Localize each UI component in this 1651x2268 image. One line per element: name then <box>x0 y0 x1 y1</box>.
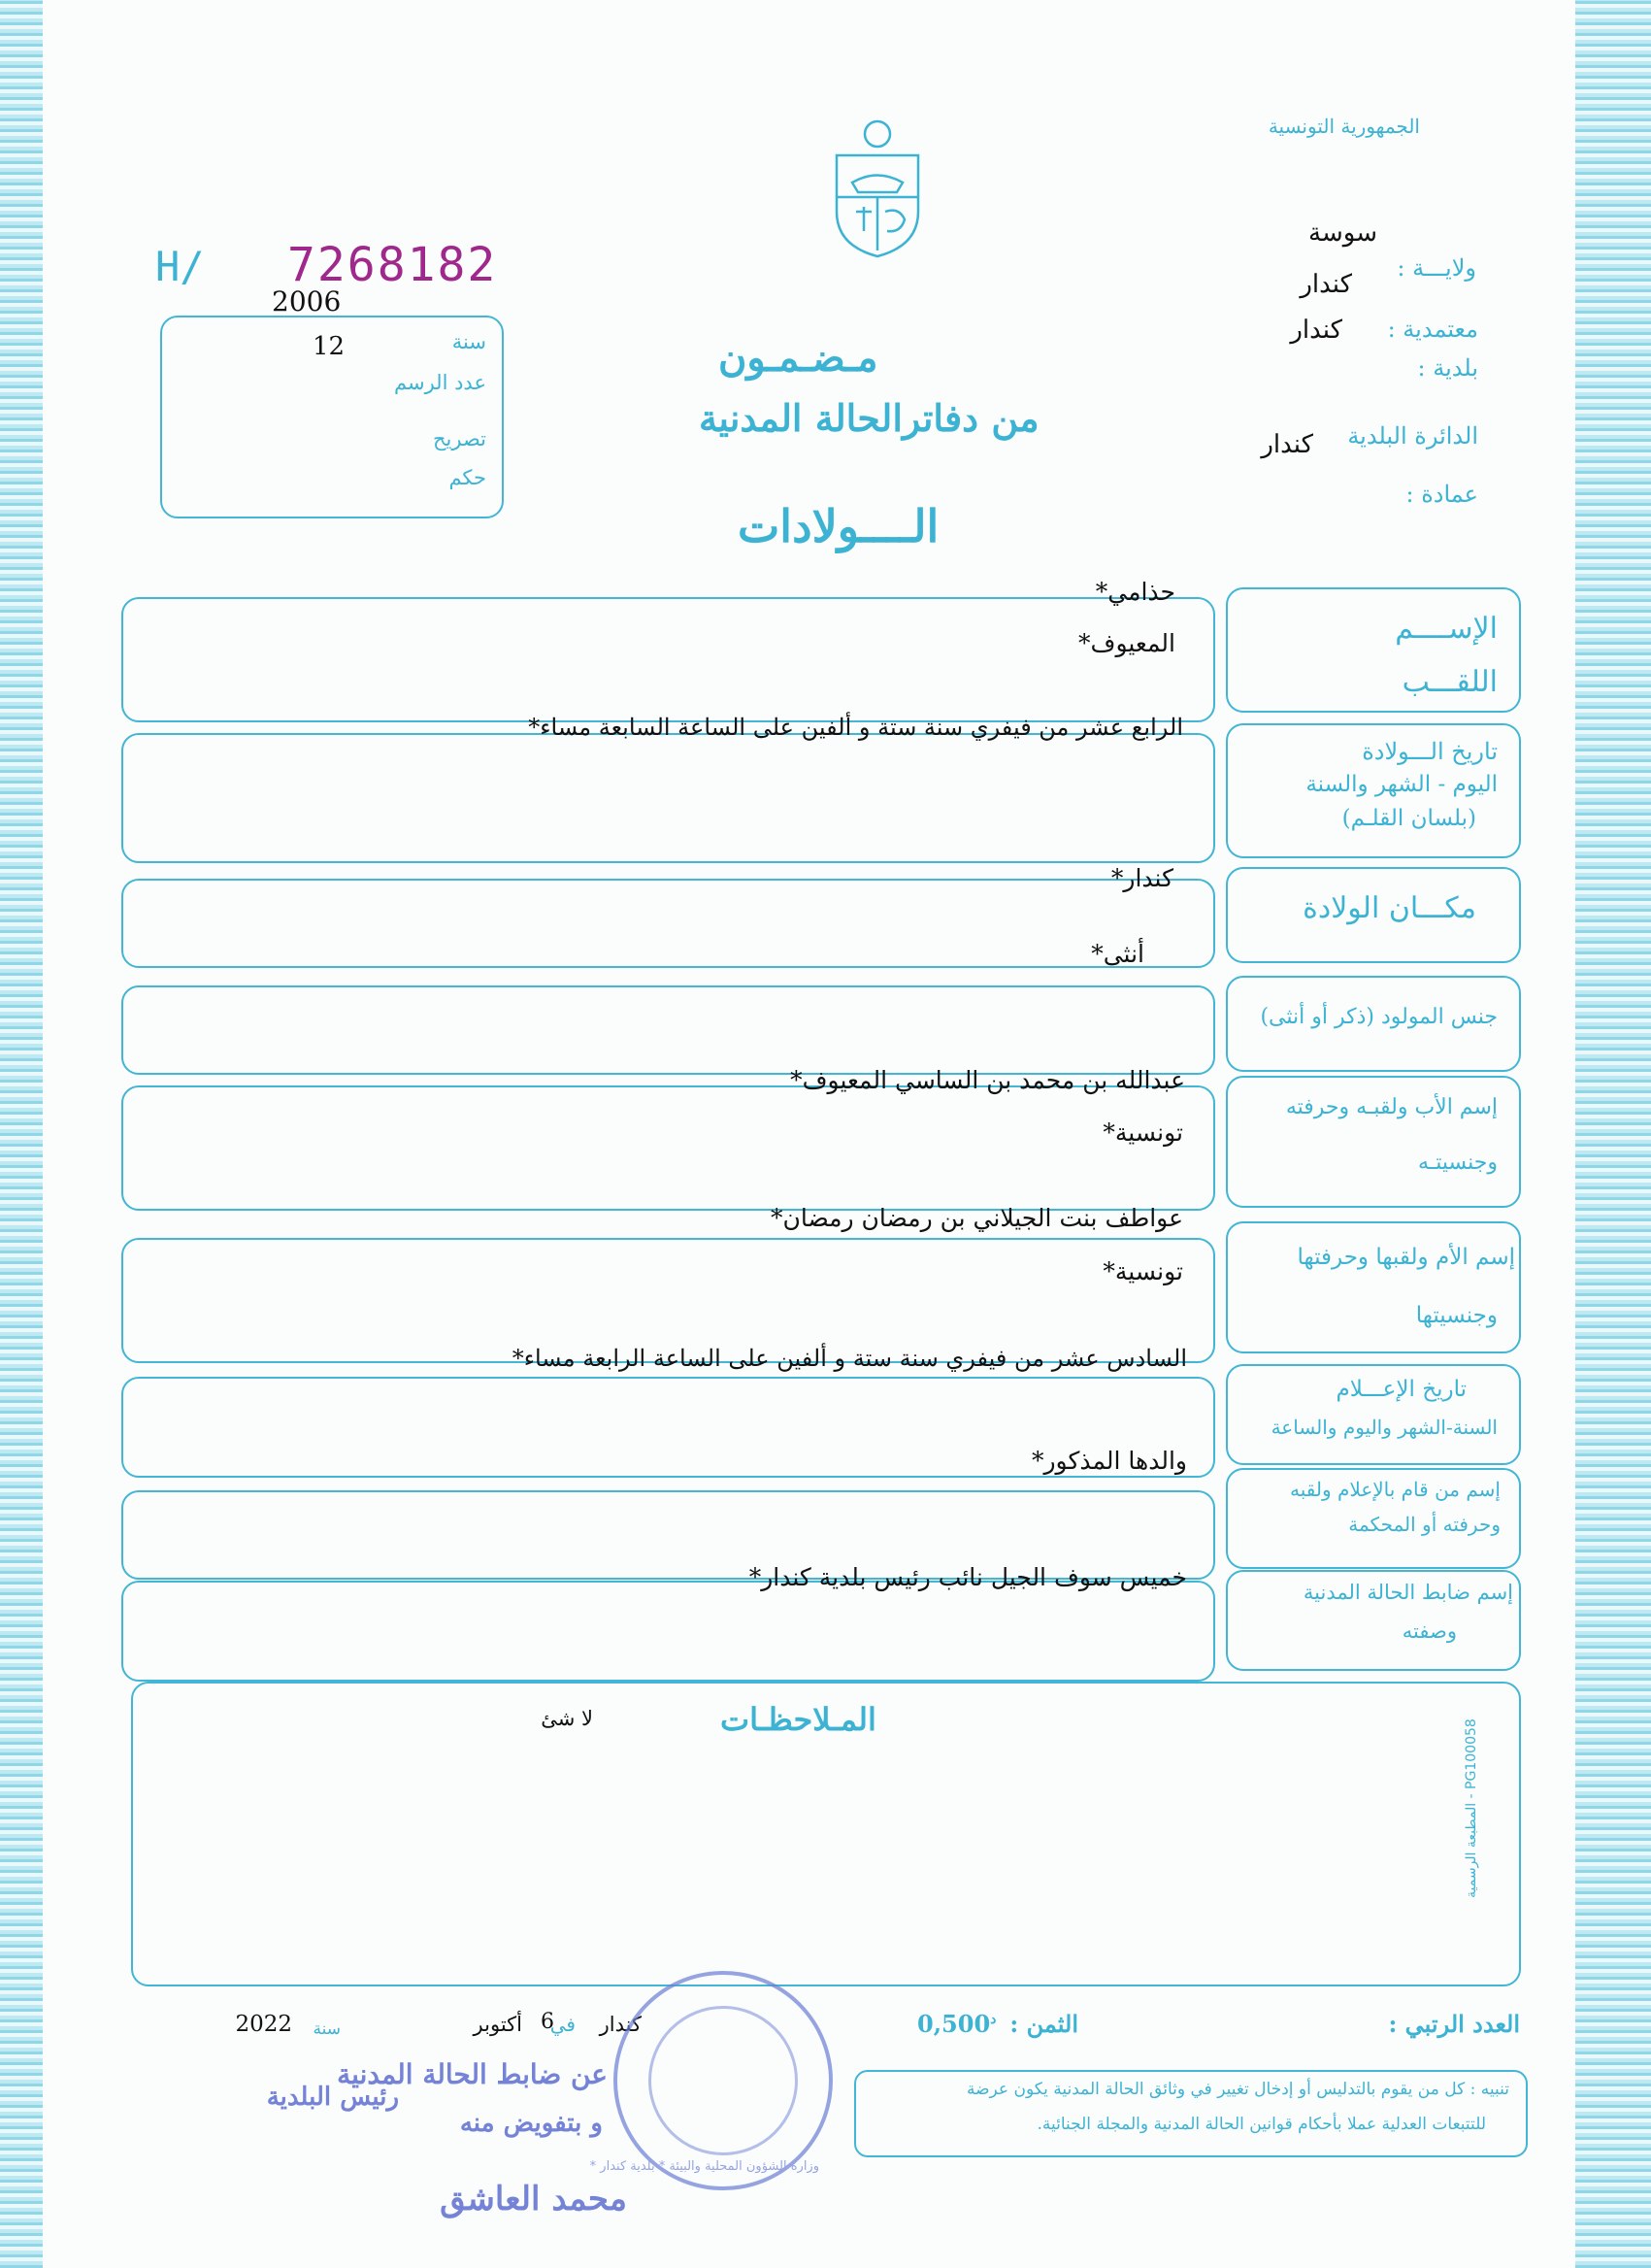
republic-title: الجمهورية التونسية <box>1268 115 1420 138</box>
father-label: إسم الأب ولقبـه وحرفته <box>1285 1095 1498 1119</box>
stamp-text: وزارة الشؤون المحلية والبيئة * بلدية كندار * <box>589 2159 819 2174</box>
declarant-label: إسم من قام بالإعلام ولقبه <box>1290 1478 1501 1501</box>
municipal-district-value: كندار <box>1261 430 1313 459</box>
birthplace-value: كندار* <box>1110 864 1173 892</box>
reg-year-value: 2006 <box>272 285 342 317</box>
warning-line2: للتتبعات العدلية عملا بأحكام قوانين الحالة المدنية والمجلة الجنائية. <box>1037 2115 1486 2134</box>
row-birthplace-value-box <box>121 879 1215 968</box>
title-line2: من دفاترالحالة المدنية <box>699 396 1040 440</box>
father-value: عبدالله بن محمد بن الساسي المعيوف* <box>790 1066 1185 1094</box>
section-title: الــــولادات <box>738 500 940 552</box>
father-nationality-value: تونسية* <box>1103 1118 1183 1147</box>
signature-line2: رئيس البلدية <box>266 2083 399 2112</box>
sex-label: جنس المولود (ذكر أو أنثى) <box>1260 1005 1498 1029</box>
birthdate-sub-label: اليوم - الشهر والسنة <box>1305 772 1498 797</box>
signature-line1: عن ضابط الحالة المدنية <box>337 2058 608 2090</box>
serial-label: العدد الرتبي : <box>1388 2010 1520 2038</box>
birthplace-label: مكـــان الولادة <box>1303 891 1476 925</box>
officer-label: إسم ضابط الحالة المدنية <box>1303 1581 1513 1604</box>
issue-in-label: في <box>549 2013 576 2036</box>
declarant-value: والدها المذكور* <box>1031 1447 1187 1475</box>
reg-year-label: سنة <box>451 330 486 353</box>
father-nationality-label: وجنسيتـه <box>1417 1151 1498 1175</box>
first-name-label: الإســــم <box>1395 612 1498 646</box>
signature-line4: محمد العاشق <box>440 2180 627 2218</box>
sex-value: أنثى* <box>1091 940 1144 968</box>
reg-judgment-label: حكم <box>448 466 486 489</box>
governorate-label: ولايـــة : <box>1397 254 1476 282</box>
right-guilloche-border <box>1575 0 1651 2268</box>
surname-value: المعيوف* <box>1078 629 1175 657</box>
remarks-value: لا شئ <box>541 1707 593 1730</box>
left-guilloche-border <box>0 0 43 2268</box>
officer-value: خميس سوف الجيل نائب رئيس بلدية كندار* <box>748 1563 1187 1591</box>
coat-of-arms-icon <box>823 115 932 260</box>
municipality-value: كندار <box>1290 316 1342 345</box>
declarant-sub-label: وحرفته أو المحكمة <box>1348 1513 1501 1536</box>
issue-place-value: كندار <box>599 2013 642 2036</box>
birthdate-label: تاريخ الـــولادة <box>1362 738 1498 765</box>
printer-mark: المطبعة الرسمية - PG100058 <box>1464 1718 1479 1898</box>
row-sex-value-box <box>121 985 1215 1075</box>
price-label: الثمن : <box>1009 2010 1078 2038</box>
delegation-label: معتمدية : <box>1387 316 1478 343</box>
warning-line1: تنبيه : كل من يقوم بالتدليس أو إدخال تغيير في وثائق الحالة المدنية يكون عرضة <box>967 2080 1509 2099</box>
reg-declaration-label: تصريح <box>432 427 486 450</box>
delegation-value: كندار <box>1300 270 1352 299</box>
imada-label: عمادة : <box>1405 481 1478 508</box>
surname-label: اللقـــب <box>1402 665 1498 699</box>
row-name-value-box <box>121 597 1215 722</box>
declaration-date-label: تاريخ الإعـــلام <box>1336 1377 1467 1402</box>
serial-number: 7268182 <box>287 238 498 292</box>
row-birthdate-value-box <box>121 733 1215 863</box>
reg-act-number-value: 12 <box>313 332 346 361</box>
price-unit: د <box>990 2012 997 2027</box>
mother-value: عواطف بنت الجيلاني بن رمضان رمضان* <box>770 1204 1183 1232</box>
price-value <box>917 2010 996 2038</box>
title-line1: مـضـمـون <box>718 335 878 381</box>
issue-year-label: سنة <box>313 2019 341 2039</box>
remarks-label: المـلاحظـات <box>720 1701 876 1738</box>
row-officer-value-box <box>121 1581 1215 1682</box>
price-amount: 0,500 <box>917 2010 991 2038</box>
municipal-stamp <box>589 1971 833 2190</box>
birthdate-words-label: (بلسان القلـم) <box>1341 806 1476 831</box>
mother-nationality-value: تونسية* <box>1103 1257 1183 1285</box>
first-name-value: حذامي* <box>1095 578 1175 606</box>
declaration-date-value: السادس عشر من فيفري سنة ستة و ألفين على الساعة الرابعة مساء* <box>512 1345 1187 1372</box>
row-father-value-box <box>121 1085 1215 1211</box>
mother-nationality-label: وجنسيتها <box>1415 1303 1498 1328</box>
reg-act-number-label: عدد الرسم <box>394 371 486 394</box>
mother-label: إسم الأم ولقبها وحرفتها <box>1297 1245 1515 1270</box>
birthdate-value: الرابع عشر من فيفري سنة ستة و ألفين على الساعة السابعة مساء* <box>528 714 1183 741</box>
declaration-date-sub-label: السنة-الشهر واليوم والساعة <box>1271 1416 1498 1439</box>
issue-month-value: أكتوبر <box>473 2013 522 2036</box>
stamp-inner-ring <box>648 2006 798 2155</box>
municipal-district-label: الدائرة البلدية <box>1347 422 1478 450</box>
municipality-label: بلدية : <box>1417 354 1478 382</box>
issue-day-value: 6 <box>541 2010 554 2034</box>
officer-sub-label: وصفته <box>1402 1619 1457 1643</box>
issue-year-value: 2022 <box>235 2012 292 2037</box>
serial-prefix: H/ <box>155 243 205 290</box>
row-mother-label-box <box>1226 1221 1521 1353</box>
signature-line3: و بتفويض منه <box>459 2109 603 2138</box>
governorate-value: سوسة <box>1308 218 1377 248</box>
